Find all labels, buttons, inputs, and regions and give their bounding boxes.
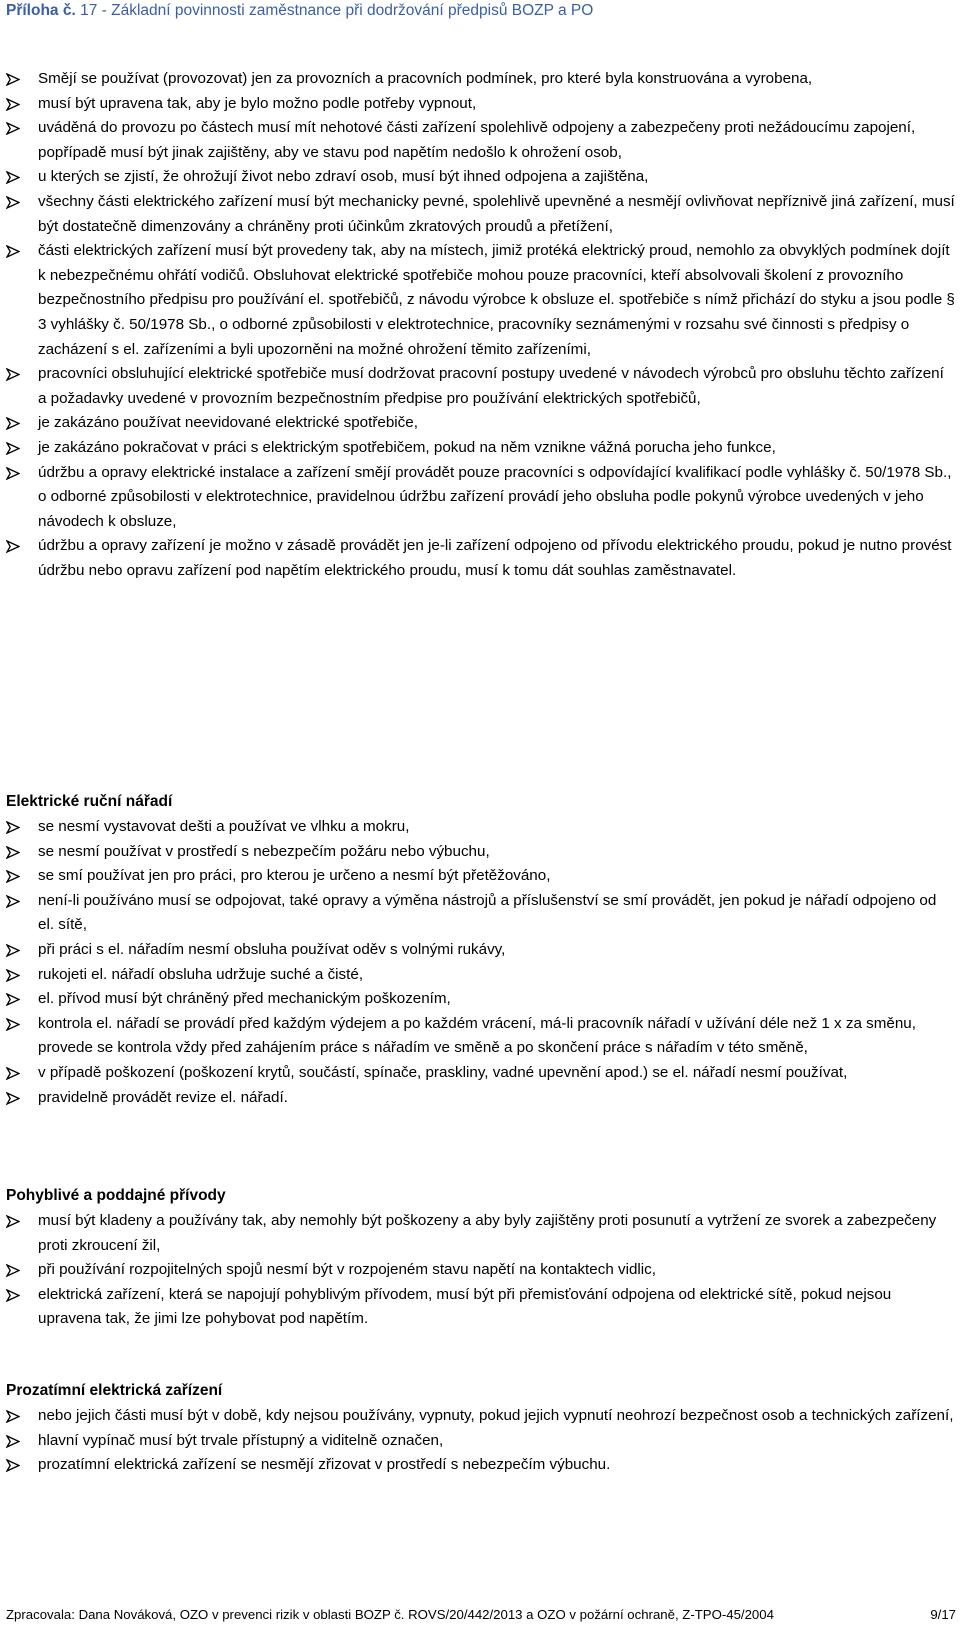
list-item-text: el. přívod musí být chráněný před mechanickým poškozením, bbox=[38, 990, 451, 1008]
list-item-text: údržbu a opravy elektrické instalace a zařízení smějí provádět pouze pracovníci s odpovídající kvalifikací podle vyhlášky č. 50/1978 Sb., o odborné způsobilosti v elektrotechnice, pravidelnou údržbu zařízení provádí jeho obsluha podle pokynů výrobce uvedených v jeho návodech k obsluze, bbox=[38, 463, 952, 530]
arrowhead-bullet-icon bbox=[6, 411, 28, 436]
list-item bbox=[6, 92, 956, 117]
list-item bbox=[6, 461, 956, 535]
list-item bbox=[6, 864, 956, 889]
list-item-text: uváděná do provozu po částech musí mít nehotové části zařízení spolehlivě odpojeny a zabezpečeny proti nežádoucímu zapojení, popřípadě musí být jinak zajištěny, aby ve stavu pod napětím nedošlo k ohrožení osob, bbox=[38, 119, 916, 161]
list-item-text: při práci s el. nářadím nesmí obsluha používat oděv s volnými rukávy, bbox=[38, 940, 506, 958]
arrowhead-bullet-icon bbox=[6, 1012, 28, 1037]
arrowhead-bullet-icon bbox=[6, 987, 28, 1012]
footer-author: Zpracovala: Dana Nováková, OZO v prevenci rizik v oblasti BOZP č. ROVS/20/442/2013 a OZO v požární ochraně, Z-TPO-45/2004 bbox=[6, 1607, 774, 1622]
arrowhead-bullet-icon bbox=[6, 1429, 28, 1454]
arrowhead-bullet-icon bbox=[6, 534, 28, 559]
arrowhead-bullet-icon bbox=[6, 1086, 28, 1111]
arrowhead-bullet-icon bbox=[6, 190, 28, 215]
arrowhead-bullet-icon bbox=[6, 889, 28, 914]
section-heading-temporary: Prozatímní elektrická zařízení bbox=[6, 1382, 223, 1399]
list-item-text: elektrická zařízení, která se napojují pohyblivým přívodem, musí být při přemisťování odpojena od elektrické sítě, pokud nejsou upravena tak, že jimi lze pohybovat pod napětím. bbox=[38, 1285, 892, 1328]
arrowhead-bullet-icon bbox=[6, 1283, 28, 1308]
list-item-text: je zakázáno používat neevidované elektrické spotřebiče, bbox=[38, 414, 418, 432]
list-item-text: musí být kladeny a používány tak, aby nemohly být poškozeny a aby byly zajištěny proti posunutí a vytržení ze svorek a zabezpečeny proti zkroucení žil, bbox=[38, 1212, 937, 1254]
main-bullet-list bbox=[6, 67, 956, 583]
list-item-text: všechny části elektrického zařízení musí být mechanicky pevné, spolehlivě upevněné a nesmějí ovlivňovat nepříznivě jiná zařízení, musí být dostatečně dimenzovány a chráněny proti účinkům zkratových proudů a přetížení, bbox=[38, 192, 955, 235]
tools-bullet-list bbox=[6, 815, 956, 1110]
footer-page-number: 9/17 bbox=[930, 1607, 956, 1622]
arrowhead-bullet-icon bbox=[6, 165, 28, 190]
list-item bbox=[6, 1258, 956, 1283]
list-item bbox=[6, 815, 956, 840]
header-title: 17 - Základní povinnosti zaměstnance při dodržování předpisů BOZP a PO bbox=[80, 2, 594, 19]
arrowhead-bullet-icon bbox=[6, 963, 28, 988]
list-item bbox=[6, 938, 956, 963]
list-item-text: Smějí se používat (provozovat) jen za provozních a pracovních podmínek, pro které byla konstruována a vyrobena, bbox=[38, 70, 813, 87]
list-item bbox=[6, 963, 956, 988]
list-item-text: kontrola el. nářadí se provádí před každým výdejem a po každém vrácení, má-li pracovník nářadí v užívání déle než 1 x za směnu, provede se kontrola vždy před zahájením práce s nářadím ve směně a po skončení práce s nářadím v této směně, bbox=[38, 1014, 916, 1057]
list-item bbox=[6, 67, 956, 92]
arrowhead-bullet-icon bbox=[6, 1453, 28, 1478]
list-item bbox=[6, 165, 956, 190]
arrowhead-bullet-icon bbox=[6, 840, 28, 865]
arrowhead-bullet-icon bbox=[6, 815, 28, 840]
list-item bbox=[6, 1012, 956, 1061]
list-item-text: se smí používat jen pro práci, pro kterou je určeno a nesmí být přetěžováno, bbox=[38, 867, 551, 885]
list-item bbox=[6, 987, 956, 1012]
list-item bbox=[6, 840, 956, 865]
list-item bbox=[6, 534, 956, 583]
arrowhead-bullet-icon bbox=[6, 1258, 28, 1283]
list-item-text: pravidelně provádět revize el. nářadí. bbox=[38, 1088, 288, 1106]
list-item-text: je zakázáno pokračovat v práci s elektrickým spotřebičem, pokud na něm vznikne vážná porucha jeho funkce, bbox=[38, 438, 776, 456]
arrowhead-bullet-icon bbox=[6, 1061, 28, 1086]
list-item bbox=[6, 1453, 956, 1478]
list-item bbox=[6, 116, 956, 165]
arrowhead-bullet-icon bbox=[6, 1404, 28, 1429]
list-item-text: hlavní vypínač musí být trvale přístupný a viditelně označen, bbox=[38, 1431, 444, 1449]
list-item-text: prozatímní elektrická zařízení se nesmějí zřizovat v prostředí s nebezpečím výbuchu. bbox=[38, 1456, 611, 1474]
arrowhead-bullet-icon bbox=[6, 92, 28, 117]
list-item bbox=[6, 411, 956, 436]
list-item bbox=[6, 362, 956, 411]
section-heading-tools: Elektrické ruční nářadí bbox=[6, 793, 173, 810]
cables-bullet-list bbox=[6, 1209, 956, 1332]
list-item-text: nebo jejich části musí být v době, kdy nejsou používány, vypnuty, pokud jejich vypnutí neohrozí bezpečnost osob a technických zařízení, bbox=[38, 1407, 954, 1424]
list-item bbox=[6, 190, 956, 239]
arrowhead-bullet-icon bbox=[6, 436, 28, 461]
list-item bbox=[6, 1061, 956, 1086]
arrowhead-bullet-icon bbox=[6, 239, 28, 264]
list-item-text: se nesmí vystavovat dešti a používat ve vlhku a mokru, bbox=[38, 818, 410, 835]
arrowhead-bullet-icon bbox=[6, 1209, 28, 1234]
list-item-text: údržbu a opravy zařízení je možno v zásadě provádět jen je-li zařízení odpojeno od přívodu elektrického proudu, pokud je nutno provést údržbu nebo opravu zařízení pod napětím elektrického proudu, musí k tomu dát souhlas zaměstnavatel. bbox=[38, 537, 952, 579]
arrowhead-bullet-icon bbox=[6, 67, 28, 92]
list-item-text: není-li používáno musí se odpojovat, také opravy a výměna nástrojů a příslušenství se smí provádět, jen pokud je nářadí odpojeno od el. sítě, bbox=[38, 891, 937, 934]
list-item bbox=[6, 1404, 956, 1429]
page-footer bbox=[6, 1606, 956, 1624]
list-item-text: při používání rozpojitelných spojů nesmí být v rozpojeném stavu napětí na kontaktech vidlic, bbox=[38, 1261, 656, 1279]
list-item-text: pracovníci obsluhující elektrické spotřebiče musí dodržovat pracovní postupy uvedené v návodech výrobců pro obsluhu těchto zařízení a požadavky uvedené v provozním bezpečnostním předpise pro používání elektrických spotřebičů, bbox=[38, 365, 944, 407]
list-item bbox=[6, 1209, 956, 1258]
list-item bbox=[6, 1086, 956, 1111]
arrowhead-bullet-icon bbox=[6, 116, 28, 141]
list-item-text: musí být upravena tak, aby je bylo možno podle potřeby vypnout, bbox=[38, 94, 477, 112]
list-item bbox=[6, 1283, 956, 1332]
arrowhead-bullet-icon bbox=[6, 938, 28, 963]
list-item-text: v případě poškození (poškození krytů, součástí, spínače, praskliny, vadné upevnění apod.) se el. nářadí nesmí používat, bbox=[38, 1063, 848, 1081]
list-item-text: se nesmí používat v prostředí s nebezpečím požáru nebo výbuchu, bbox=[38, 842, 490, 860]
list-item bbox=[6, 889, 956, 938]
arrowhead-bullet-icon bbox=[6, 864, 28, 889]
list-item bbox=[6, 239, 956, 362]
section-heading-cables: Pohyblivé a poddajné přívody bbox=[6, 1187, 226, 1204]
temporary-bullet-list bbox=[6, 1404, 956, 1478]
arrowhead-bullet-icon bbox=[6, 362, 28, 387]
header-annex-label: Příloha č. bbox=[6, 2, 76, 19]
arrowhead-bullet-icon bbox=[6, 461, 28, 486]
list-item-text: části elektrických zařízení musí být provedeny tak, aby na místech, jimiž protéká elektrický proud, nemohlo za obvyklých podmínek dojít k nebezpečnému ohřátí vodičů. Obsluhovat elektrické spotřebiče mohou pouze pracovníci, kteří absolvovali školení z provozního bezpečnostního předpisu pro používání el. spotřebičů, z návodu výrobce k obsluze el. spotřebiče s nímž přichází do styku a jsou podle § 3 vyhlášky č. 50/1978 Sb., o odborné způsobilosti v elektrotechnice, pracovníky seznámenými v rozsahu své činnosti s předpisy o zacházení s el. zařízeními a byli upozorněni na možné ohrožení těmito zařízeními, bbox=[38, 242, 955, 358]
list-item-text: rukojeti el. nářadí obsluha udržuje suché a čisté, bbox=[38, 965, 364, 983]
list-item-text: u kterých se zjistí, že ohrožují život nebo zdraví osob, musí být ihned odpojena a zajištěna, bbox=[38, 168, 649, 186]
page-header bbox=[6, 0, 593, 22]
list-item bbox=[6, 1429, 956, 1454]
list-item bbox=[6, 436, 956, 461]
